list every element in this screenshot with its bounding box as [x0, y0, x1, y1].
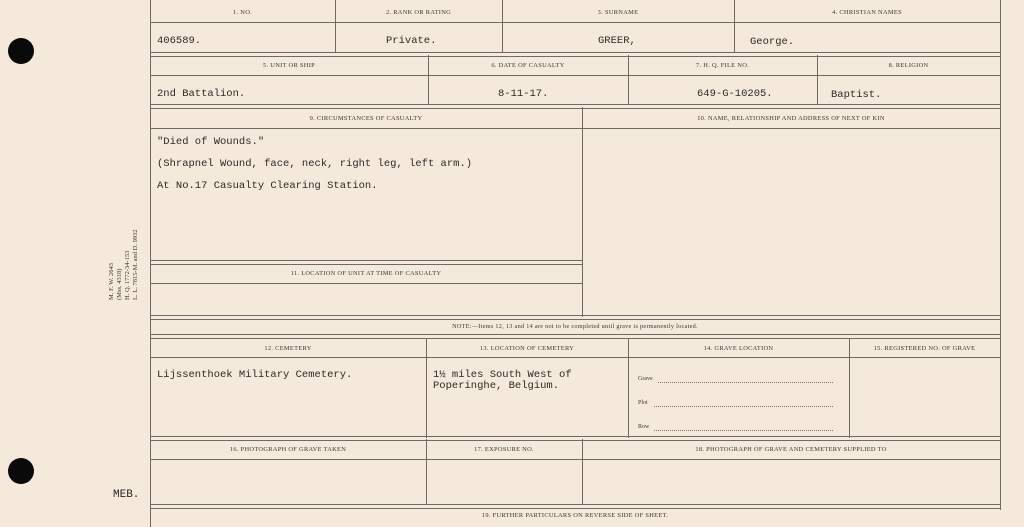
rank-value: Private. [386, 35, 437, 47]
plot-label: Plot [638, 400, 648, 406]
header-photo-supplied: 18. PHOTOGRAPH OF GRAVE AND CEMETERY SUPPLIED TO [695, 446, 887, 453]
location-top-rule [150, 260, 582, 265]
header-cemetery-location: 13. LOCATION OF CEMETERY [479, 345, 575, 352]
header-circumstances: 9. CIRCUMSTANCES OF CASUALTY [309, 115, 423, 122]
divider [582, 107, 583, 317]
divider [335, 0, 336, 53]
location-header-rule [150, 283, 582, 284]
divider [502, 0, 503, 53]
header-surname: 3. SURNAME [597, 9, 639, 16]
header-number: 1. NO. [232, 9, 253, 16]
row-blank [654, 430, 833, 431]
stamp-line: M. F. W. 2643 [108, 262, 115, 300]
divider [426, 338, 427, 438]
divider [849, 338, 850, 438]
margin-stamp [108, 229, 140, 300]
row3-header-rule [150, 128, 1000, 129]
stamp-line: H. Q. 1772-34-153 [124, 250, 131, 300]
grave-blank [658, 382, 833, 383]
punch-hole-top [8, 38, 34, 64]
row2-header-rule [150, 75, 1000, 76]
religion-value: Baptist. [831, 89, 882, 101]
divider [734, 0, 735, 53]
cemetery-value: Lijssenthoek Military Cemetery. [157, 369, 353, 381]
completion-note: NOTE:—Items 12, 13 and 14 are not to be completed until grave is permanently located. [452, 323, 698, 330]
circumstance-line: "Died of Wounds." [157, 136, 265, 148]
header-photo-taken: 16. PHOTOGRAPH OF GRAVE TAKEN [229, 446, 347, 453]
file-no-value: 649-G-10205. [697, 88, 773, 100]
cemetery-location-line: 1½ miles South West of [433, 369, 572, 381]
service-number: 406589. [157, 35, 202, 47]
unit-value: 2nd Battalion. [157, 88, 246, 100]
row1-bottom-rule [150, 52, 1000, 57]
circumstance-line: At No.17 Casualty Clearing Station. [157, 180, 378, 192]
row4-header-rule [150, 357, 1000, 358]
surname-value: GREER, [598, 35, 636, 47]
header-registered-no: 15. REGISTERED NO. OF GRAVE [873, 345, 976, 352]
frame-right [1000, 0, 1001, 510]
header-exposure-no: 17. EXPOSURE NO. [474, 446, 534, 453]
header-unit-location: 11. LOCATION OF UNIT AT TIME OF CASUALTY [290, 270, 442, 277]
plot-blank [654, 406, 833, 407]
punch-hole-bottom [8, 458, 34, 484]
header-next-of-kin: 10. NAME, RELATIONSHIP AND ADDRESS OF NEXT OF KIN [697, 115, 885, 122]
header-cemetery: 12. CEMETERY [264, 345, 312, 352]
row-label: Row [638, 424, 650, 430]
row5-header-rule [150, 459, 1000, 460]
header-grave-location: 14. GRAVE LOCATION [703, 345, 774, 352]
divider [628, 338, 629, 438]
row1-header-rule [150, 22, 1000, 23]
row5-bottom-rule [150, 504, 1000, 509]
christian-names-value: George. [750, 36, 795, 48]
header-christian-names: 4. CHRISTIAN NAMES [832, 9, 902, 16]
clerk-initials: MEB. [113, 489, 140, 501]
stamp-line: L. L. 7815-M. and D. 9932 [132, 229, 139, 300]
header-file-no: 7. H. Q. FILE NO. [695, 62, 750, 69]
header-date: 6. DATE OF CASUALTY [491, 62, 565, 69]
header-rank: 2. RANK OR RATING [385, 9, 452, 16]
row2-bottom-rule [150, 104, 1000, 109]
header-religion: 8. RELIGION [888, 62, 929, 69]
note-top-rule [150, 315, 1000, 320]
footer-note: 19. FURTHER PARTICULARS ON REVERSE SIDE OF SHEET. [481, 512, 669, 519]
date-value: 8-11-17. [498, 88, 549, 100]
header-unit: 5. UNIT OR SHIP [263, 62, 315, 69]
grave-label: Grave [638, 376, 653, 382]
row4-bottom-rule [150, 436, 1000, 441]
circumstance-line: (Shrapnel Wound, face, neck, right leg, left arm.) [157, 158, 473, 170]
cemetery-location-line: Poperinghe, Belgium. [433, 380, 560, 392]
note-bottom-rule [150, 334, 1000, 339]
stamp-line: (Mss. 4318) [116, 268, 123, 300]
